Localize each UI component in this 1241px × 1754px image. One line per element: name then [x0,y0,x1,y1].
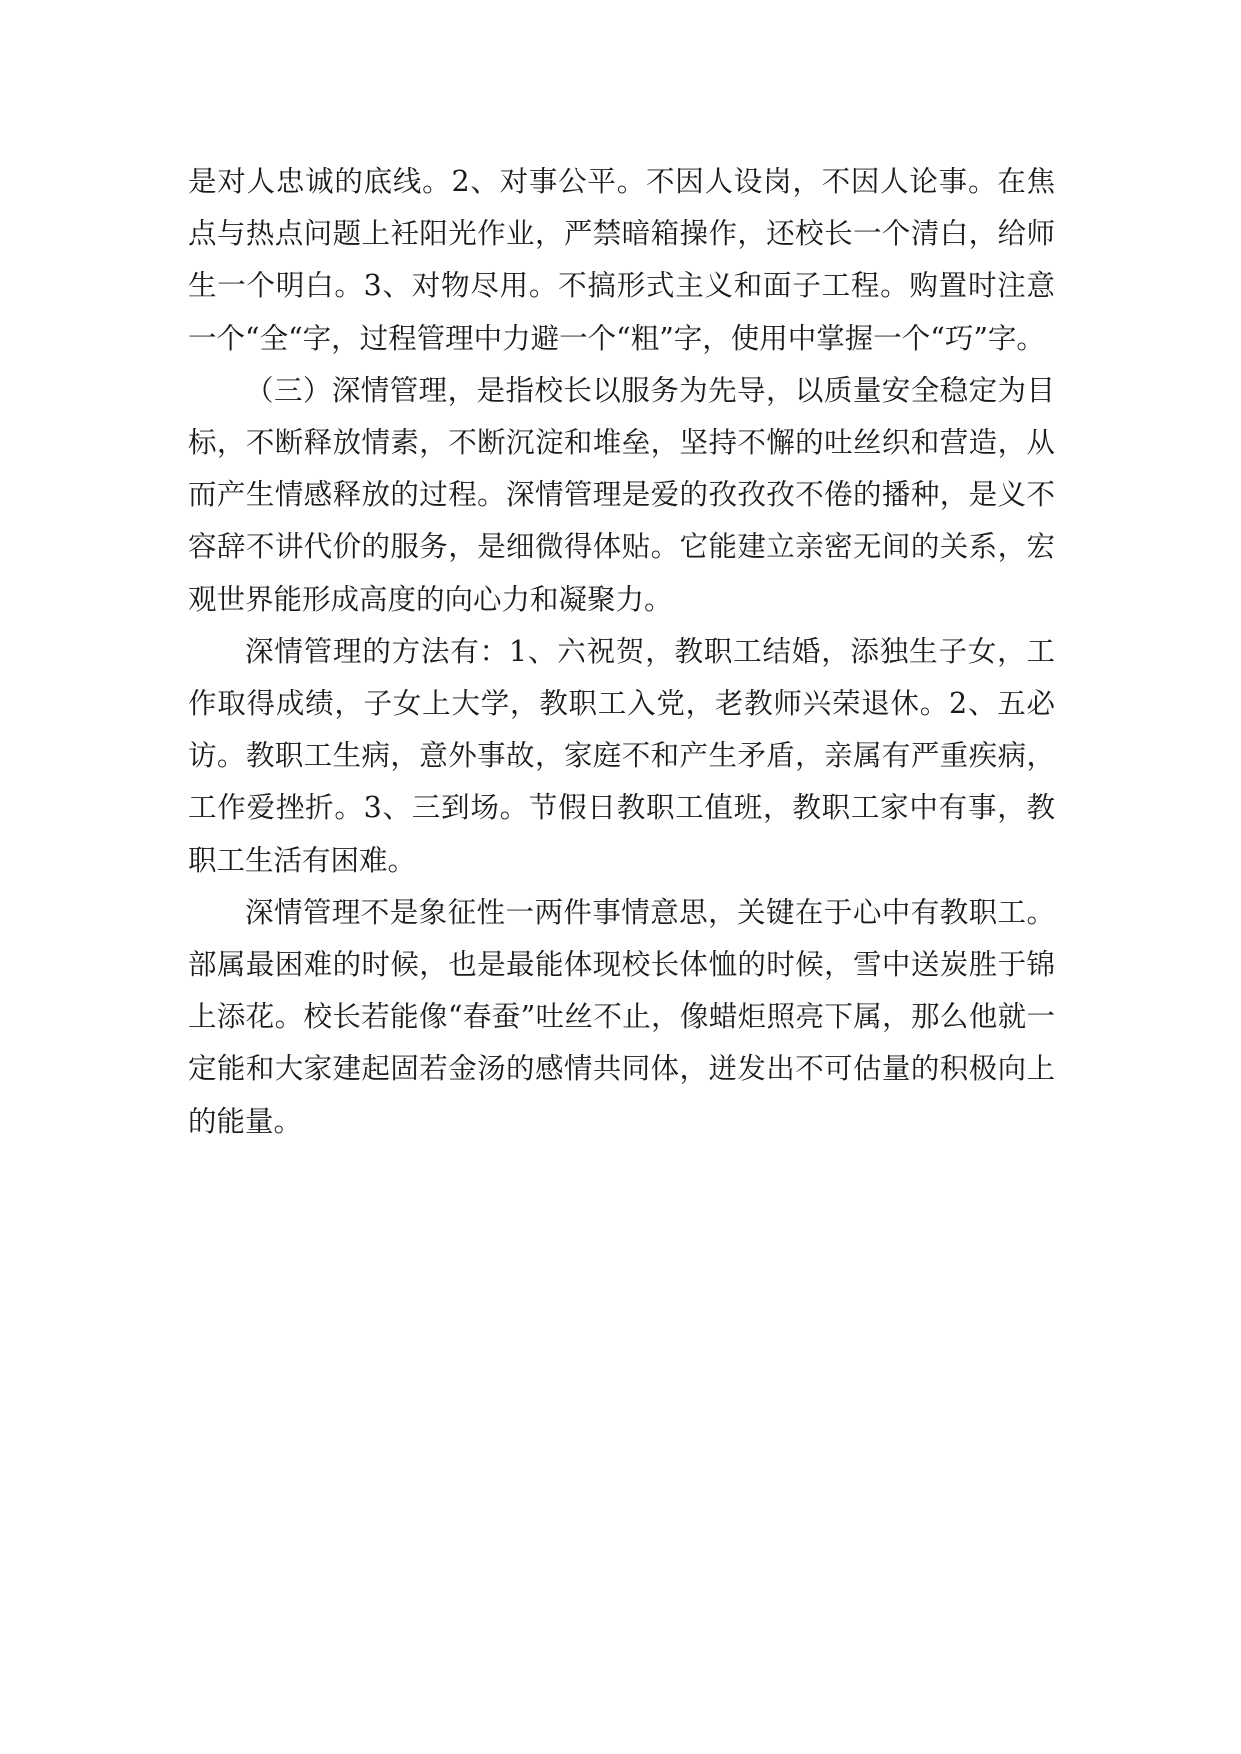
paragraph-continuation: 是对人忠诚的底线。2、对事公平。不因人设岗，不因人论事。在焦点与热点问题上衽阳光作业，严禁暗箱操作，还校长一个清白，给师生一个明白。3、对物尽用。不搞形式主义和面子工程。购置时注意一个“全“字，过程管理中力避一个“粗”字，使用中掌握一个“巧”字。 [188,165,1055,355]
paragraph-management-methods: 深情管理的方法有：1、六祝贺，教职工结婚，添独生子女，工作取得成绩，子女上大学，教职工入党，老教师兴荣退休。2、五必访。教职工生病，意外事故，家庭不和产生矛盾，亲属有严重疾病，工作爱挫折。3、三到场。节假日教职工值班，教职工家中有事，教职工生活有困难。 [188,634,1055,877]
document-body [188,156,1055,1148]
paragraph-deep-emotion-management: （三）深情管理，是指校长以服务为先导，以质量安全稳定为目标，不断释放情素，不断沉淀和堆垒，坚持不懈的吐丝织和营造，从而产生情感释放的过程。深情管理是爱的孜孜孜不倦的播种，是义不容辞不讲代价的服务，是细微得体贴。它能建立亲密无间的关系，宏观世界能形成高度的向心力和凝聚力。 [188,373,1055,616]
paragraph-conclusion: 深情管理不是象征性一两件事情意思，关键在于心中有教职工。部属最困难的时候，也是最能体现校长体恤的时候，雪中送炭胜于锦上添花。校长若能像“春蚕”吐丝不止，像蜡炬照亮下属，那么他就一定能和大家建起固若金汤的感情共同体，迸发出不可估量的积极向上的能量。 [188,895,1055,1138]
